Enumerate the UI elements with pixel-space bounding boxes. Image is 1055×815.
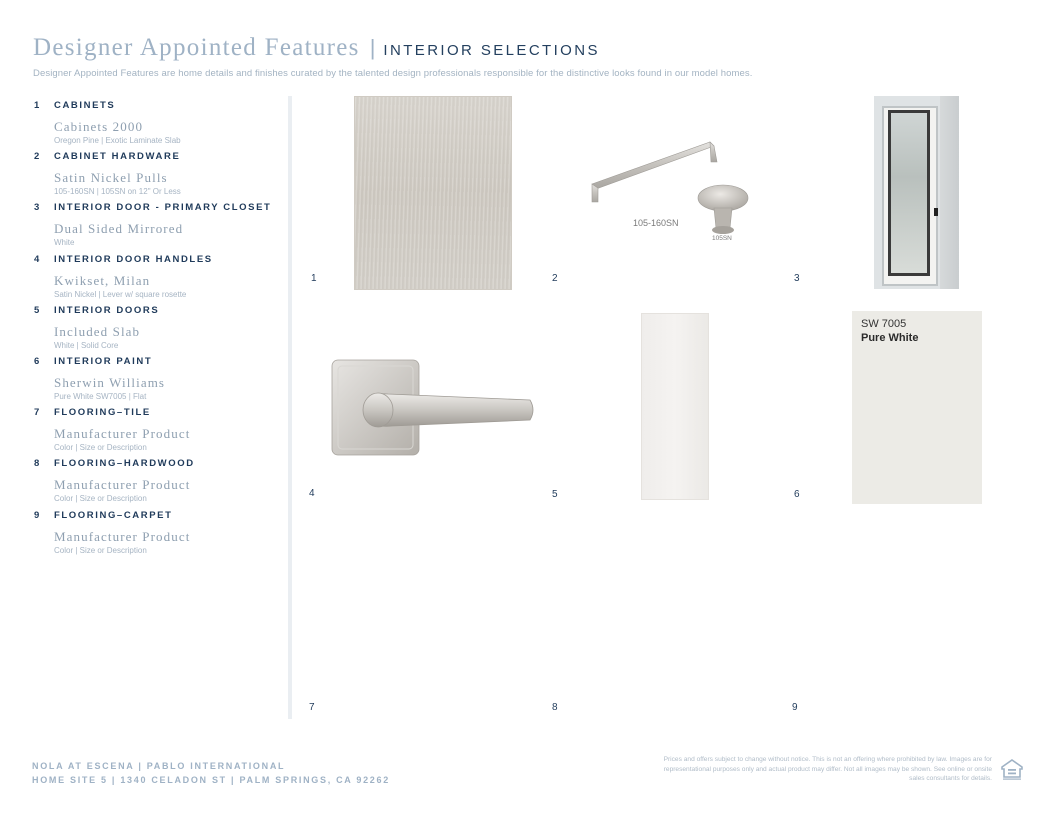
page-subtitle: INTERIOR SELECTIONS	[383, 42, 600, 59]
footer-address	[32, 759, 390, 787]
item-detail: Color | Size or Description	[54, 494, 147, 504]
vertical-divider	[288, 96, 292, 719]
item-number: 3	[34, 202, 40, 214]
item-detail: Satin Nickel | Lever w/ square rosette	[54, 289, 187, 299]
grid-number-2: 2	[552, 273, 558, 284]
item-number: 2	[34, 151, 40, 163]
item-title: Sherwin Williams	[54, 374, 166, 390]
item-number: 6	[34, 355, 40, 367]
list-item	[34, 202, 279, 253]
grid-number-3: 3	[794, 273, 800, 284]
item-detail: Color | Size or Description	[54, 545, 147, 555]
paint-code: SW 7005	[861, 318, 907, 330]
item-detail: 105-160SN | 105SN on 12" Or Less	[54, 187, 181, 197]
item-title: Cabinets 2000	[54, 119, 144, 134]
cabinet-hardware-image	[584, 132, 759, 247]
item-number: 1	[34, 100, 40, 111]
door-handle-image	[330, 358, 538, 458]
item-number: 7	[34, 407, 40, 419]
grid-number-9: 9	[792, 702, 798, 713]
item-category: INTERIOR DOOR - PRIMARY CLOSET	[54, 202, 272, 214]
wall	[940, 96, 959, 289]
list-item	[34, 254, 279, 305]
door-knob	[934, 208, 938, 216]
item-detail: Oregon Pine | Exotic Laminate Slab	[54, 136, 181, 145]
item-number: 4	[34, 253, 40, 265]
list-item	[34, 458, 279, 509]
list-item	[34, 356, 279, 407]
item-title: Satin Nickel Pulls	[54, 170, 168, 186]
item-category: FLOORING–CARPET	[54, 509, 173, 521]
footer-homesite: HOME SITE 5 | 1340 CELADON ST | PALM SPRINGS, CA 92262	[32, 775, 390, 785]
item-detail: Pure White SW7005 | Flat	[54, 391, 147, 401]
footer-disclaimer: Prices and offers subject to change without notice. This is not an offering where prohibited by law. Images are for representational purposes only and actual product may differ. Not all images may be shown. See online or onsite sales consultants for details.	[663, 756, 992, 783]
item-title: Manufacturer Product	[54, 528, 191, 544]
item-title: Kwikset, Milan	[54, 272, 151, 288]
item-title: Manufacturer Product	[54, 426, 191, 442]
knob-label: 105SN	[712, 235, 732, 242]
grid-number-7: 7	[309, 702, 315, 713]
item-title: Included Slab	[54, 323, 141, 339]
title-row	[33, 34, 1023, 62]
item-number: 9	[34, 509, 40, 521]
item-detail: White	[54, 238, 75, 248]
item-number: 5	[34, 304, 40, 316]
intro-text: Designer Appointed Features are home details and finishes curated by the talented design professionals responsible for the distinctive looks found in our model homes.	[33, 68, 753, 79]
page-header	[33, 34, 1023, 79]
door-mirror	[888, 110, 930, 276]
item-title: Dual Sided Mirrored	[54, 221, 184, 237]
mirrored-door-image	[874, 96, 959, 289]
item-title: Manufacturer Product	[54, 477, 191, 493]
cabinet-sample-image	[354, 96, 512, 290]
list-item	[34, 407, 279, 458]
item-category: CABINET HARDWARE	[54, 151, 181, 163]
grid-number-1: 1	[311, 273, 317, 284]
item-category: CABINETS	[54, 100, 116, 111]
list-item	[34, 305, 279, 356]
footer-community: NOLA AT ESCENA | PABLO INTERNATIONAL	[32, 761, 286, 771]
paint-swatch	[852, 311, 982, 504]
grid-number-8: 8	[552, 702, 558, 713]
paint-name: Pure White	[861, 332, 919, 344]
item-category: INTERIOR DOORS	[54, 304, 160, 316]
page-title: Designer Appointed Features	[33, 34, 360, 61]
item-detail: Color | Size or Description	[54, 443, 147, 453]
item-category: INTERIOR DOOR HANDLES	[54, 253, 213, 265]
door-slab-image	[641, 313, 709, 500]
title-separator: |	[369, 35, 376, 60]
item-category: FLOORING–TILE	[54, 407, 151, 419]
list-item	[34, 151, 279, 202]
selections-list	[34, 100, 279, 561]
equal-housing-opportunity-icon	[1000, 758, 1024, 782]
pull-label: 105-160SN	[633, 218, 679, 228]
item-number: 8	[34, 458, 40, 470]
item-category: FLOORING–HARDWOOD	[54, 458, 195, 470]
list-item	[34, 100, 279, 151]
grid-number-4: 4	[309, 488, 315, 499]
list-item	[34, 510, 279, 561]
item-detail: White | Solid Core	[54, 340, 119, 350]
grid-number-5: 5	[552, 489, 558, 500]
grid-number-6: 6	[794, 489, 800, 500]
item-category: INTERIOR PAINT	[54, 355, 153, 367]
